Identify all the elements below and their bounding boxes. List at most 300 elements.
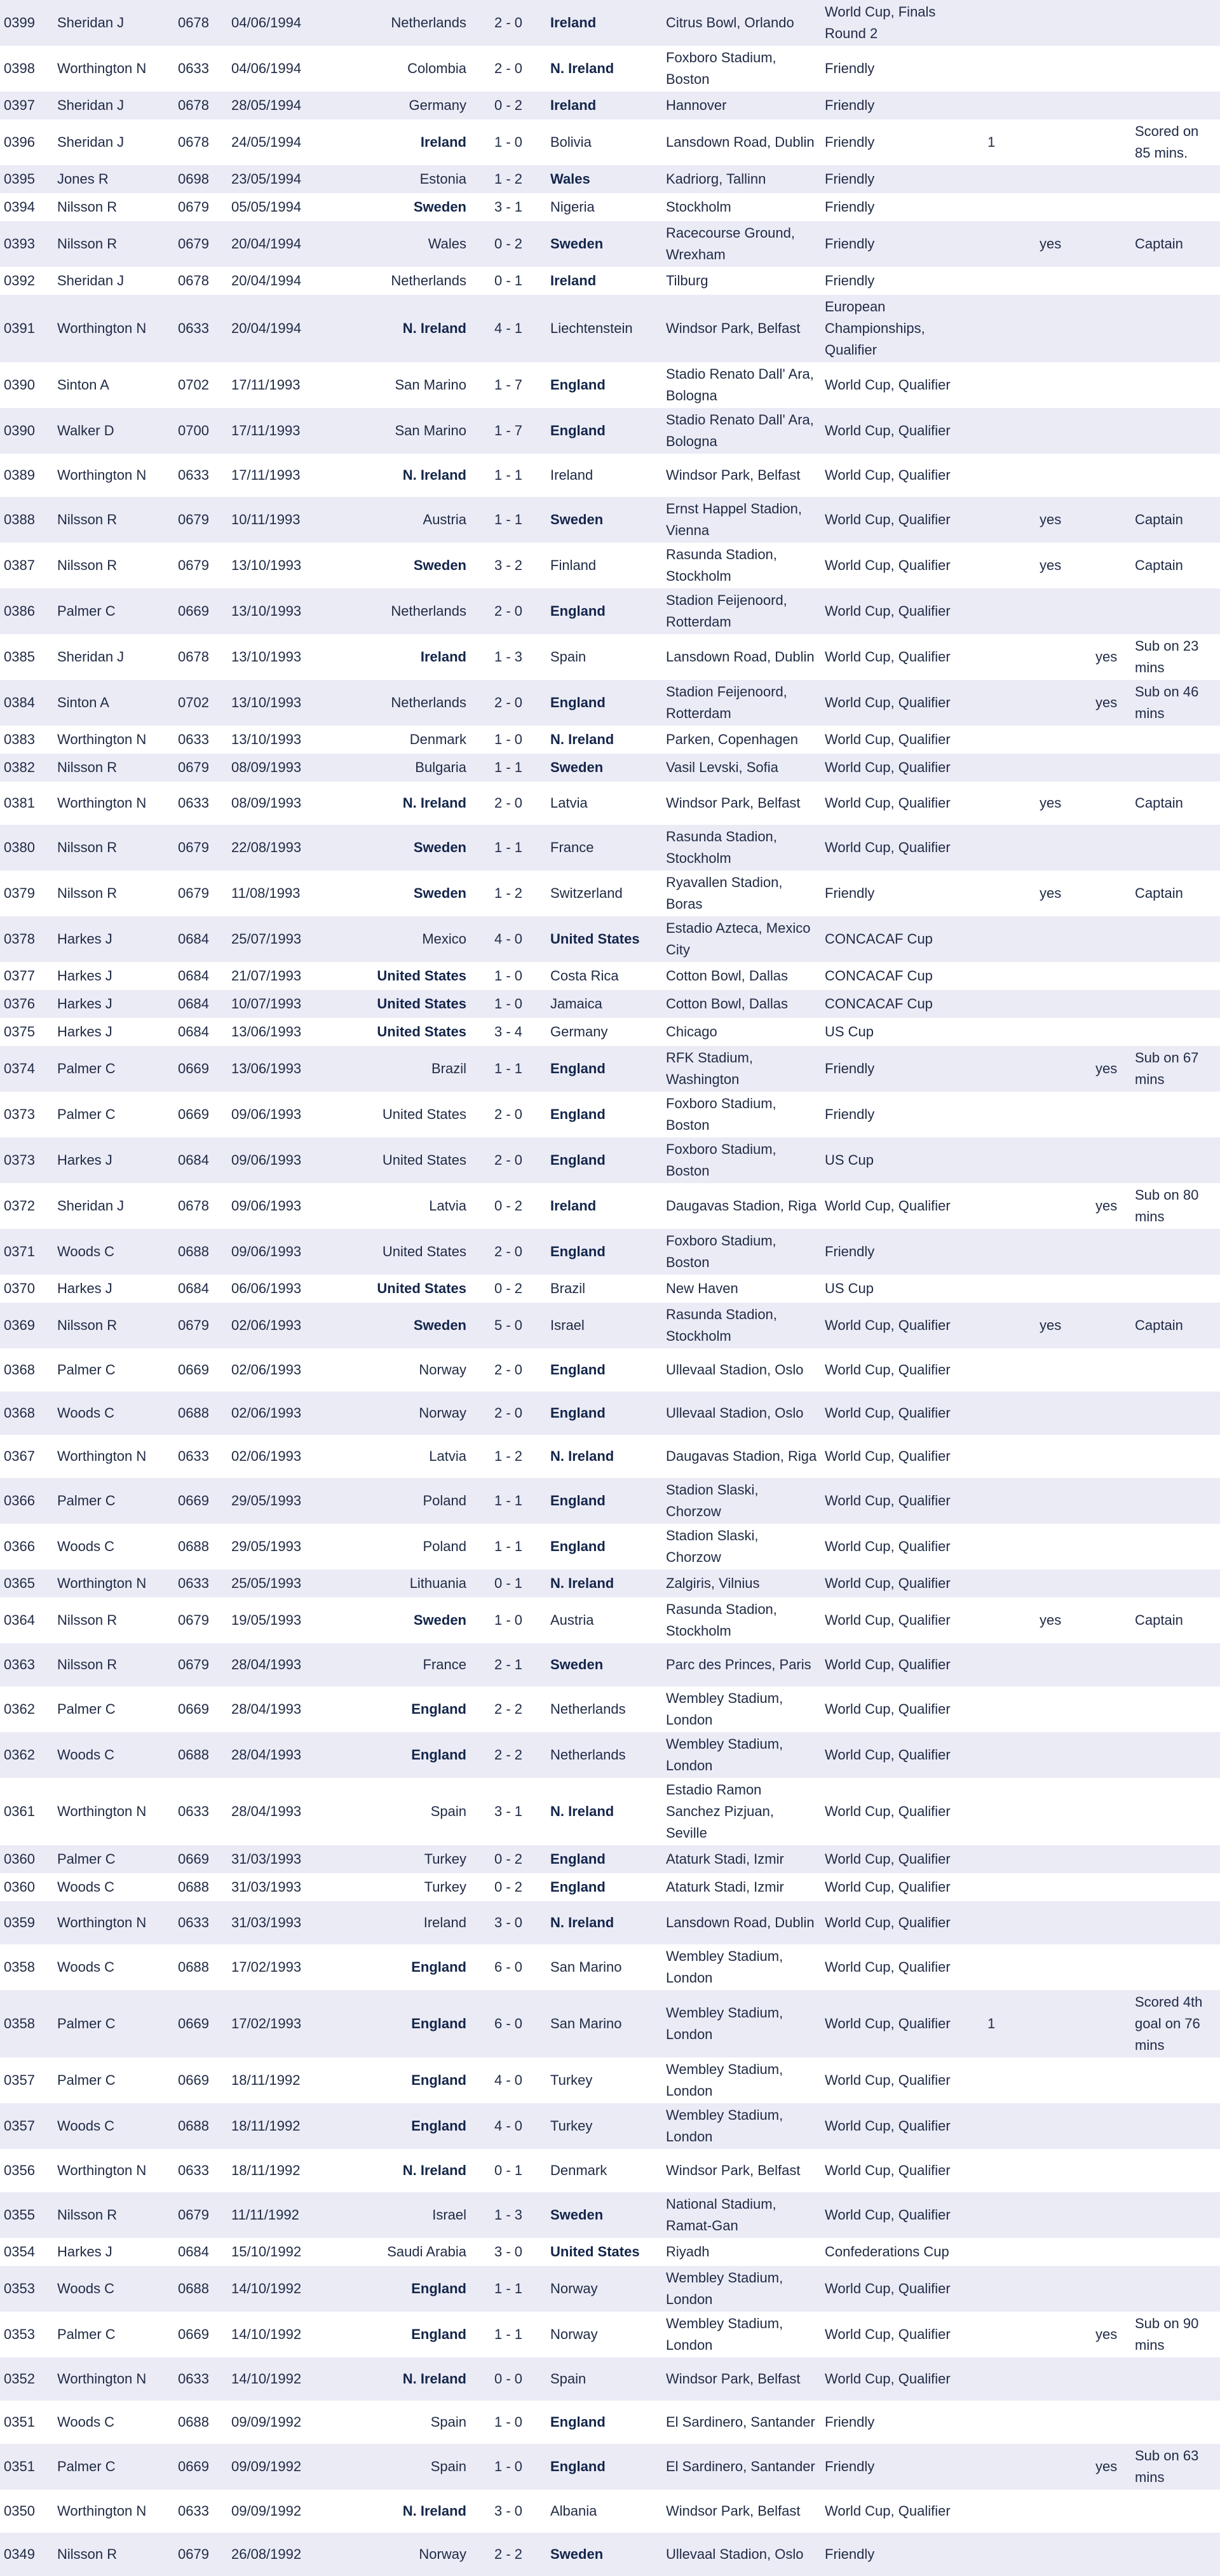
score-cell: 4 - 1 <box>470 295 546 362</box>
player-number-cell: 0684 <box>174 990 227 1018</box>
match-date-cell: 31/03/1993 <box>227 1873 325 1901</box>
player-name-cell: Sinton A <box>53 362 174 408</box>
away-team-cell: N. Ireland <box>546 1901 662 1944</box>
match-number-cell: 0385 <box>0 634 53 680</box>
captain-cell <box>1036 1478 1092 1524</box>
away-team-cell: Nigeria <box>546 193 662 221</box>
match-date-cell: 25/07/1993 <box>227 916 325 962</box>
player-number-cell: 0679 <box>174 1303 227 1348</box>
home-team-cell: San Marino <box>325 362 470 408</box>
player-number-cell: 0679 <box>174 2533 227 2576</box>
score-cell: 1 - 0 <box>470 990 546 1018</box>
score-cell: 1 - 2 <box>470 871 546 916</box>
home-team-cell: Sweden <box>325 825 470 871</box>
competition-cell: Friendly <box>821 221 984 267</box>
venue-cell: Ullevaal Stadion, Oslo <box>662 2533 821 2576</box>
match-number-cell: 0363 <box>0 1643 53 1686</box>
home-team-cell: Ireland <box>325 634 470 680</box>
player-number-cell: 0633 <box>174 295 227 362</box>
table-row <box>0 2312 1220 2357</box>
note-cell <box>1131 1569 1220 1597</box>
goals-cell <box>984 871 1036 916</box>
goals-cell <box>984 1778 1036 1845</box>
match-number-cell: 0354 <box>0 2238 53 2266</box>
captain-cell <box>1036 1778 1092 1845</box>
substitute-cell <box>1092 2149 1131 2192</box>
note-cell <box>1131 1524 1220 1569</box>
table-row <box>0 165 1220 193</box>
home-team-cell: Netherlands <box>325 588 470 634</box>
note-cell <box>1131 0 1220 46</box>
captain-cell: yes <box>1036 871 1092 916</box>
note-cell <box>1131 2266 1220 2312</box>
away-team-cell: England <box>546 2444 662 2490</box>
match-date-cell: 25/05/1993 <box>227 1569 325 1597</box>
competition-cell: World Cup, Qualifier <box>821 1183 984 1229</box>
goals-cell <box>984 782 1036 825</box>
venue-cell: Riyadh <box>662 2238 821 2266</box>
table-row <box>0 1275 1220 1303</box>
goals-cell <box>984 46 1036 92</box>
home-team-cell: Sweden <box>325 871 470 916</box>
player-name-cell: Palmer C <box>53 2312 174 2357</box>
away-team-cell: N. Ireland <box>546 726 662 754</box>
match-date-cell: 09/06/1993 <box>227 1092 325 1137</box>
note-cell <box>1131 1092 1220 1137</box>
away-team-cell: Austria <box>546 1597 662 1643</box>
substitute-cell <box>1092 916 1131 962</box>
venue-cell: Windsor Park, Belfast <box>662 295 821 362</box>
home-team-cell: Norway <box>325 2533 470 2576</box>
home-team-cell: Poland <box>325 1524 470 1569</box>
match-date-cell: 09/06/1993 <box>227 1137 325 1183</box>
table-row <box>0 1046 1220 1092</box>
venue-cell: Wembley Stadium, London <box>662 2266 821 2312</box>
away-team-cell: Latvia <box>546 782 662 825</box>
home-team-cell: N. Ireland <box>325 2490 470 2533</box>
note-cell <box>1131 754 1220 782</box>
away-team-cell: Ireland <box>546 1183 662 1229</box>
away-team-cell: Sweden <box>546 754 662 782</box>
table-row <box>0 871 1220 916</box>
home-team-cell: United States <box>325 990 470 1018</box>
goals-cell <box>984 680 1036 726</box>
away-team-cell: England <box>546 1229 662 1275</box>
away-team-cell: Sweden <box>546 2192 662 2238</box>
venue-cell: El Sardinero, Santander <box>662 2444 821 2490</box>
substitute-cell <box>1092 1686 1131 1732</box>
venue-cell: Rasunda Stadion, Stockholm <box>662 1303 821 1348</box>
home-team-cell: Saudi Arabia <box>325 2238 470 2266</box>
captain-cell: yes <box>1036 782 1092 825</box>
match-date-cell: 14/10/1992 <box>227 2266 325 2312</box>
goals-cell <box>984 295 1036 362</box>
captain-cell: yes <box>1036 1597 1092 1643</box>
player-number-cell: 0679 <box>174 825 227 871</box>
venue-cell: Stadion Feijenoord, Rotterdam <box>662 588 821 634</box>
venue-cell: Parc des Princes, Paris <box>662 1643 821 1686</box>
captain-cell <box>1036 1392 1092 1435</box>
player-number-cell: 0684 <box>174 916 227 962</box>
match-number-cell: 0366 <box>0 1478 53 1524</box>
player-name-cell: Nilsson R <box>53 2533 174 2576</box>
competition-cell: CONCACAF Cup <box>821 962 984 990</box>
substitute-cell <box>1092 825 1131 871</box>
home-team-cell: Norway <box>325 1348 470 1392</box>
home-team-cell: Sweden <box>325 193 470 221</box>
score-cell: 1 - 2 <box>470 165 546 193</box>
goals-cell <box>984 2149 1036 2192</box>
table-row <box>0 1392 1220 1435</box>
table-row <box>0 962 1220 990</box>
match-number-cell: 0393 <box>0 221 53 267</box>
player-name-cell: Worthington N <box>53 46 174 92</box>
match-date-cell: 28/04/1993 <box>227 1732 325 1778</box>
away-team-cell: Netherlands <box>546 1732 662 1778</box>
score-cell: 0 - 2 <box>470 1845 546 1873</box>
away-team-cell: England <box>546 588 662 634</box>
match-date-cell: 31/03/1993 <box>227 1845 325 1873</box>
player-name-cell: Sheridan J <box>53 119 174 165</box>
note-cell <box>1131 1643 1220 1686</box>
away-team-cell: Sweden <box>546 497 662 543</box>
goals-cell <box>984 408 1036 454</box>
competition-cell: World Cup, Qualifier <box>821 588 984 634</box>
note-cell <box>1131 990 1220 1018</box>
score-cell: 1 - 1 <box>470 497 546 543</box>
player-number-cell: 0684 <box>174 962 227 990</box>
score-cell: 3 - 0 <box>470 1901 546 1944</box>
competition-cell: World Cup, Qualifier <box>821 726 984 754</box>
substitute-cell <box>1092 497 1131 543</box>
away-team-cell: France <box>546 825 662 871</box>
venue-cell: Zalgiris, Vilnius <box>662 1569 821 1597</box>
score-cell: 1 - 0 <box>470 119 546 165</box>
match-number-cell: 0352 <box>0 2357 53 2401</box>
player-name-cell: Palmer C <box>53 1845 174 1873</box>
captain-cell <box>1036 754 1092 782</box>
table-row <box>0 2103 1220 2149</box>
table-row <box>0 1092 1220 1137</box>
venue-cell: Stadio Renato Dall' Ara, Bologna <box>662 408 821 454</box>
goals-cell <box>984 2238 1036 2266</box>
captain-cell <box>1036 1944 1092 1990</box>
captain-cell <box>1036 2312 1092 2357</box>
venue-cell: Wembley Stadium, London <box>662 1990 821 2057</box>
away-team-cell: Costa Rica <box>546 962 662 990</box>
table-row <box>0 1686 1220 1732</box>
away-team-cell: San Marino <box>546 1944 662 1990</box>
goals-cell <box>984 497 1036 543</box>
match-number-cell: 0389 <box>0 454 53 497</box>
table-row <box>0 2149 1220 2192</box>
score-cell: 0 - 1 <box>470 2149 546 2192</box>
competition-cell: Friendly <box>821 165 984 193</box>
captain-cell <box>1036 990 1092 1018</box>
venue-cell: Wembley Stadium, London <box>662 2057 821 2103</box>
match-number-cell: 0391 <box>0 295 53 362</box>
match-number-cell: 0365 <box>0 1569 53 1597</box>
score-cell: 2 - 0 <box>470 680 546 726</box>
match-number-cell: 0390 <box>0 362 53 408</box>
note-cell <box>1131 1392 1220 1435</box>
substitute-cell <box>1092 295 1131 362</box>
venue-cell: Wembley Stadium, London <box>662 2312 821 2357</box>
player-name-cell: Nilsson R <box>53 221 174 267</box>
home-team-cell: Wales <box>325 221 470 267</box>
match-date-cell: 28/04/1993 <box>227 1643 325 1686</box>
captain-cell <box>1036 1435 1092 1478</box>
captain-cell <box>1036 1873 1092 1901</box>
player-name-cell: Palmer C <box>53 1092 174 1137</box>
match-number-cell: 0366 <box>0 1524 53 1569</box>
goals-cell <box>984 1686 1036 1732</box>
competition-cell: World Cup, Qualifier <box>821 2103 984 2149</box>
venue-cell: Foxboro Stadium, Boston <box>662 1137 821 1183</box>
substitute-cell <box>1092 543 1131 588</box>
competition-cell: World Cup, Qualifier <box>821 825 984 871</box>
player-number-cell: 0702 <box>174 362 227 408</box>
player-number-cell: 0633 <box>174 46 227 92</box>
player-number-cell: 0678 <box>174 634 227 680</box>
competition-cell: US Cup <box>821 1275 984 1303</box>
score-cell: 0 - 2 <box>470 1873 546 1901</box>
venue-cell: Foxboro Stadium, Boston <box>662 46 821 92</box>
competition-cell: World Cup, Qualifier <box>821 1944 984 1990</box>
note-cell <box>1131 1435 1220 1478</box>
captain-cell <box>1036 680 1092 726</box>
player-name-cell: Jones R <box>53 165 174 193</box>
venue-cell: Windsor Park, Belfast <box>662 782 821 825</box>
score-cell: 2 - 0 <box>470 0 546 46</box>
venue-cell: Parken, Copenhagen <box>662 726 821 754</box>
score-cell: 1 - 1 <box>470 2266 546 2312</box>
match-date-cell: 13/10/1993 <box>227 680 325 726</box>
score-cell: 4 - 0 <box>470 916 546 962</box>
player-name-cell: Worthington N <box>53 1778 174 1845</box>
table-row <box>0 916 1220 962</box>
player-number-cell: 0679 <box>174 1597 227 1643</box>
score-cell: 4 - 0 <box>470 2057 546 2103</box>
match-number-cell: 0384 <box>0 680 53 726</box>
table-row <box>0 221 1220 267</box>
competition-cell: World Cup, Qualifier <box>821 1569 984 1597</box>
match-number-cell: 0376 <box>0 990 53 1018</box>
venue-cell: Wembley Stadium, London <box>662 1944 821 1990</box>
venue-cell: Hannover <box>662 92 821 119</box>
competition-cell: World Cup, Qualifier <box>821 754 984 782</box>
substitute-cell <box>1092 1778 1131 1845</box>
score-cell: 1 - 3 <box>470 634 546 680</box>
venue-cell: Citrus Bowl, Orlando <box>662 0 821 46</box>
competition-cell: World Cup, Qualifier <box>821 1873 984 1901</box>
substitute-cell <box>1092 1229 1131 1275</box>
venue-cell: Wembley Stadium, London <box>662 2103 821 2149</box>
player-name-cell: Palmer C <box>53 1990 174 2057</box>
goals-cell <box>984 1643 1036 1686</box>
goals-cell <box>984 2192 1036 2238</box>
away-team-cell: Brazil <box>546 1275 662 1303</box>
home-team-cell: Sweden <box>325 1303 470 1348</box>
captain-cell: yes <box>1036 543 1092 588</box>
substitute-cell <box>1092 962 1131 990</box>
table-row <box>0 1137 1220 1183</box>
captain-cell <box>1036 1275 1092 1303</box>
player-number-cell: 0684 <box>174 2238 227 2266</box>
goals-cell <box>984 193 1036 221</box>
home-team-cell: England <box>325 2103 470 2149</box>
player-name-cell: Palmer C <box>53 1348 174 1392</box>
venue-cell: Stockholm <box>662 193 821 221</box>
player-name-cell: Worthington N <box>53 295 174 362</box>
venue-cell: Ernst Happel Stadion, Vienna <box>662 497 821 543</box>
match-number-cell: 0360 <box>0 1873 53 1901</box>
note-cell <box>1131 362 1220 408</box>
competition-cell: World Cup, Qualifier <box>821 1303 984 1348</box>
goals-cell <box>984 1569 1036 1597</box>
match-date-cell: 19/05/1993 <box>227 1597 325 1643</box>
goals-cell <box>984 990 1036 1018</box>
player-number-cell: 0633 <box>174 2149 227 2192</box>
away-team-cell: England <box>546 1845 662 1873</box>
substitute-cell: yes <box>1092 2444 1131 2490</box>
away-team-cell: Denmark <box>546 2149 662 2192</box>
table-row <box>0 782 1220 825</box>
note-cell <box>1131 165 1220 193</box>
away-team-cell: Norway <box>546 2266 662 2312</box>
note-cell: Captain <box>1131 221 1220 267</box>
substitute-cell <box>1092 2490 1131 2533</box>
table-row <box>0 408 1220 454</box>
substitute-cell <box>1092 1901 1131 1944</box>
match-date-cell: 04/06/1994 <box>227 0 325 46</box>
away-team-cell: England <box>546 1524 662 1569</box>
away-team-cell: Norway <box>546 2312 662 2357</box>
player-number-cell: 0633 <box>174 1901 227 1944</box>
goals-cell <box>984 2266 1036 2312</box>
goals-cell <box>984 1845 1036 1873</box>
player-number-cell: 0633 <box>174 782 227 825</box>
player-name-cell: Nilsson R <box>53 871 174 916</box>
match-number-cell: 0378 <box>0 916 53 962</box>
away-team-cell: San Marino <box>546 1990 662 2057</box>
note-cell <box>1131 1229 1220 1275</box>
captain-cell <box>1036 46 1092 92</box>
match-number-cell: 0380 <box>0 825 53 871</box>
captain-cell <box>1036 916 1092 962</box>
note-cell <box>1131 2149 1220 2192</box>
player-number-cell: 0684 <box>174 1018 227 1046</box>
substitute-cell <box>1092 2266 1131 2312</box>
player-name-cell: Woods C <box>53 1229 174 1275</box>
home-team-cell: United States <box>325 1137 470 1183</box>
captain-cell: yes <box>1036 221 1092 267</box>
score-cell: 1 - 1 <box>470 454 546 497</box>
player-number-cell: 0700 <box>174 408 227 454</box>
home-team-cell: N. Ireland <box>325 782 470 825</box>
venue-cell: RFK Stadium, Washington <box>662 1046 821 1092</box>
match-date-cell: 17/02/1993 <box>227 1944 325 1990</box>
note-cell: Captain <box>1131 1303 1220 1348</box>
away-team-cell: Israel <box>546 1303 662 1348</box>
table-row <box>0 193 1220 221</box>
goals-cell <box>984 362 1036 408</box>
match-date-cell: 18/11/1992 <box>227 2057 325 2103</box>
goals-cell <box>984 1018 1036 1046</box>
substitute-cell <box>1092 1732 1131 1778</box>
home-team-cell: Israel <box>325 2192 470 2238</box>
score-cell: 1 - 1 <box>470 1524 546 1569</box>
substitute-cell <box>1092 2238 1131 2266</box>
home-team-cell: Spain <box>325 2401 470 2444</box>
away-team-cell: Ireland <box>546 267 662 295</box>
score-cell: 1 - 0 <box>470 2401 546 2444</box>
player-name-cell: Palmer C <box>53 2057 174 2103</box>
home-team-cell: England <box>325 2057 470 2103</box>
goals-cell <box>984 2401 1036 2444</box>
note-cell <box>1131 2103 1220 2149</box>
captain-cell <box>1036 1137 1092 1183</box>
match-number-cell: 0367 <box>0 1435 53 1478</box>
match-number-cell: 0350 <box>0 2490 53 2533</box>
score-cell: 0 - 2 <box>470 92 546 119</box>
note-cell: Captain <box>1131 1597 1220 1643</box>
score-cell: 2 - 2 <box>470 1732 546 1778</box>
note-cell <box>1131 2533 1220 2576</box>
home-team-cell: Ireland <box>325 119 470 165</box>
away-team-cell: N. Ireland <box>546 46 662 92</box>
competition-cell: World Cup, Qualifier <box>821 2266 984 2312</box>
home-team-cell: Turkey <box>325 1845 470 1873</box>
player-number-cell: 0679 <box>174 1643 227 1686</box>
match-date-cell: 08/09/1993 <box>227 754 325 782</box>
competition-cell: World Cup, Qualifier <box>821 1392 984 1435</box>
home-team-cell: N. Ireland <box>325 2149 470 2192</box>
score-cell: 2 - 2 <box>470 1686 546 1732</box>
score-cell: 1 - 1 <box>470 825 546 871</box>
venue-cell: Rasunda Stadion, Stockholm <box>662 543 821 588</box>
away-team-cell: England <box>546 1873 662 1901</box>
competition-cell: World Cup, Qualifier <box>821 2192 984 2238</box>
competition-cell: World Cup, Qualifier <box>821 1478 984 1524</box>
goals-cell <box>984 165 1036 193</box>
away-team-cell: Netherlands <box>546 1686 662 1732</box>
player-name-cell: Sinton A <box>53 680 174 726</box>
match-date-cell: 17/11/1993 <box>227 408 325 454</box>
match-date-cell: 17/02/1993 <box>227 1990 325 2057</box>
captain-cell <box>1036 588 1092 634</box>
table-row <box>0 362 1220 408</box>
match-number-cell: 0364 <box>0 1597 53 1643</box>
away-team-cell: Sweden <box>546 2533 662 2576</box>
competition-cell: World Cup, Qualifier <box>821 1643 984 1686</box>
player-number-cell: 0679 <box>174 221 227 267</box>
competition-cell: World Cup, Qualifier <box>821 1348 984 1392</box>
player-name-cell: Woods C <box>53 2103 174 2149</box>
table-row <box>0 92 1220 119</box>
score-cell: 0 - 2 <box>470 221 546 267</box>
goals-cell <box>984 454 1036 497</box>
home-team-cell: Turkey <box>325 1873 470 1901</box>
home-team-cell: Netherlands <box>325 680 470 726</box>
player-name-cell: Harkes J <box>53 2238 174 2266</box>
match-date-cell: 05/05/1994 <box>227 193 325 221</box>
goals-cell <box>984 2103 1036 2149</box>
note-cell <box>1131 1873 1220 1901</box>
home-team-cell: United States <box>325 1275 470 1303</box>
home-team-cell: Germany <box>325 92 470 119</box>
home-team-cell: United States <box>325 962 470 990</box>
